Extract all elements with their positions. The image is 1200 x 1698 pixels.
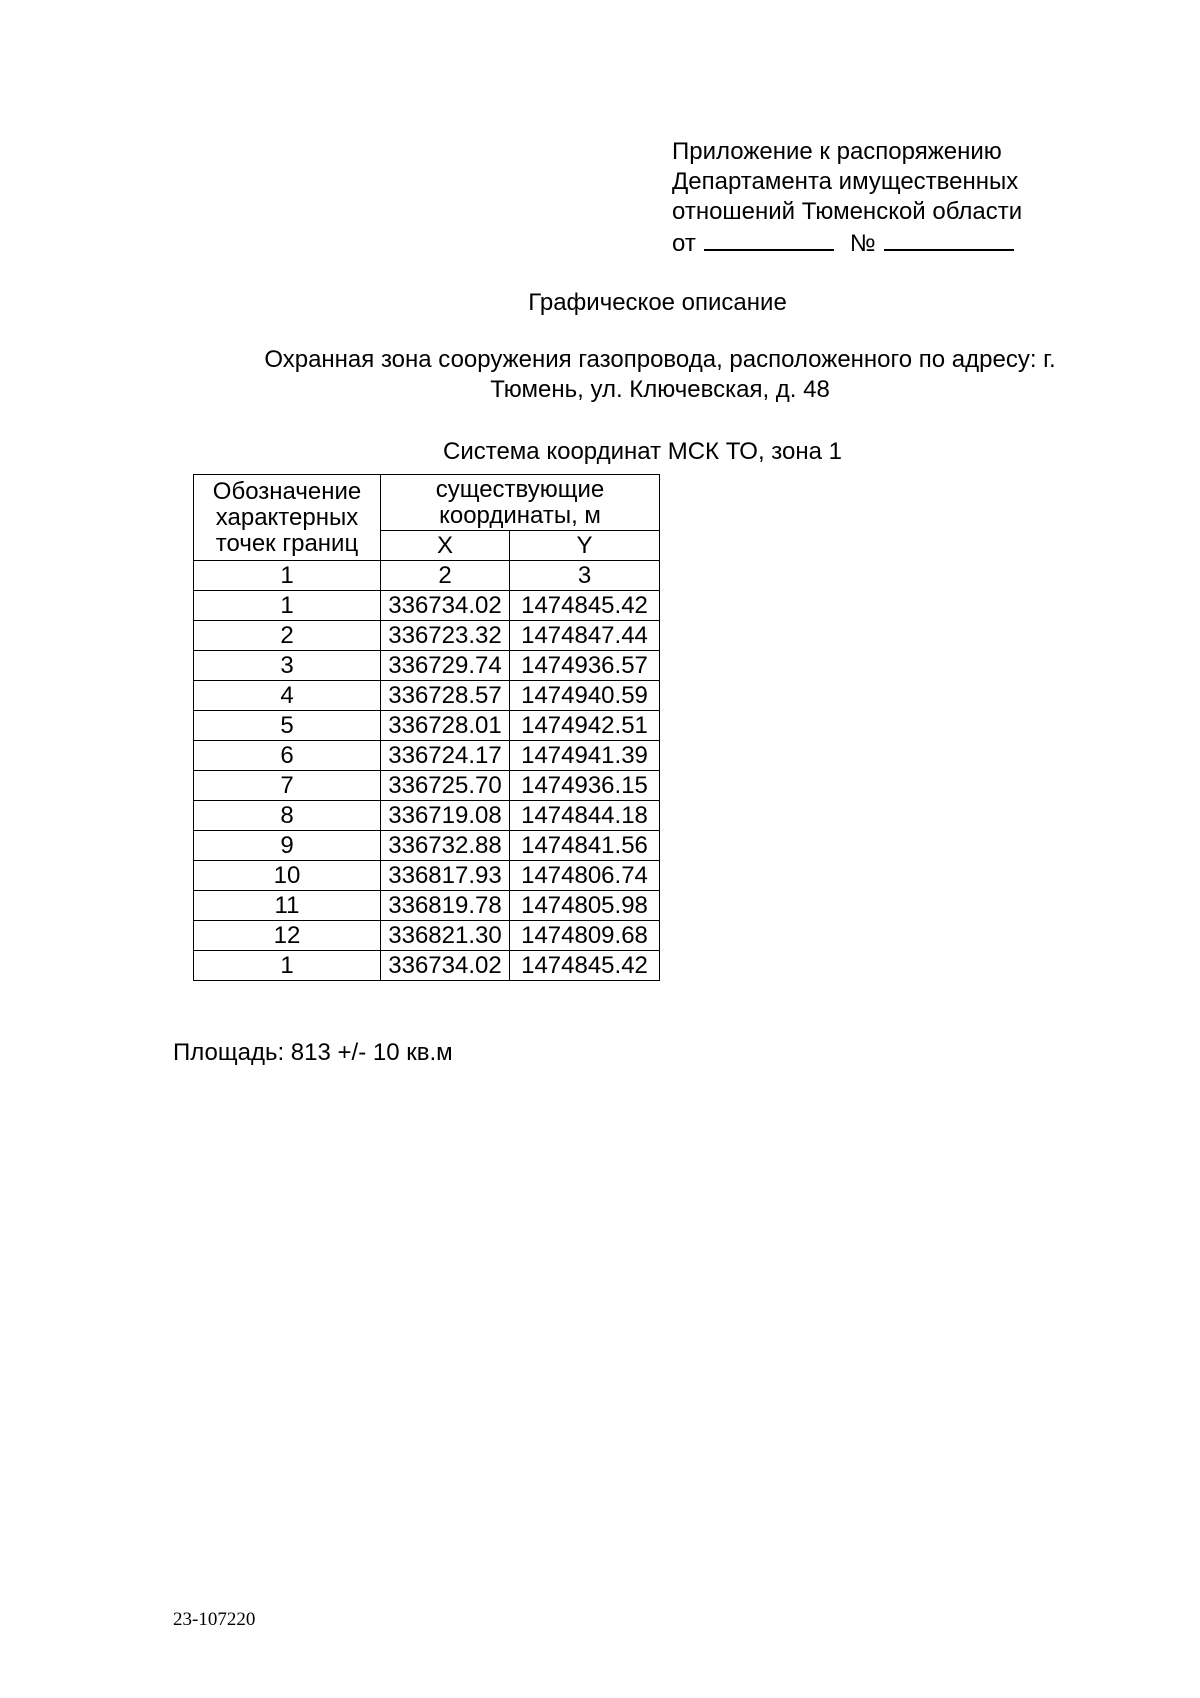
table-row (194, 711, 660, 741)
appendix-line-3: отношений Тюменской области (672, 198, 1023, 225)
y-cell: 1474940.59 (510, 681, 660, 711)
table-row (194, 591, 660, 621)
table-row (194, 651, 660, 681)
y-cell: 1474936.15 (510, 771, 660, 801)
y-cell: 1474841.56 (510, 831, 660, 861)
table-row (194, 951, 660, 981)
y-cell: 1474936.57 (510, 651, 660, 681)
number-blank (884, 227, 1014, 251)
x-cell: 336734.02 (381, 951, 510, 981)
y-cell: 1474847.44 (510, 621, 660, 651)
x-cell: 336729.74 (381, 651, 510, 681)
point-cell: 7 (194, 771, 381, 801)
x-cell: 336724.17 (381, 741, 510, 771)
x-cell: 336732.88 (381, 831, 510, 861)
y-cell: 1474941.39 (510, 741, 660, 771)
table-row (194, 621, 660, 651)
point-cell: 9 (194, 831, 381, 861)
date-blank (704, 227, 834, 251)
area-text: Площадь: 813 +/- 10 кв.м (173, 1039, 453, 1066)
point-cell: 10 (194, 861, 381, 891)
header-x: X (381, 531, 510, 561)
x-cell: 336817.93 (381, 861, 510, 891)
x-cell: 336719.08 (381, 801, 510, 831)
point-cell: 8 (194, 801, 381, 831)
point-cell: 3 (194, 651, 381, 681)
coordinate-system-label: Система координат МСК ТО, зона 1 (443, 438, 842, 465)
coordinates-table (193, 474, 660, 981)
y-cell: 1474844.18 (510, 801, 660, 831)
table-row (194, 741, 660, 771)
table-row (194, 921, 660, 951)
table-row (194, 861, 660, 891)
document-subject: Охранная зона сооружения газопровода, расположенного по адресу: г. Тюмень, ул. Ключевская, д. 48 (264, 346, 1056, 403)
y-cell: 1474942.51 (510, 711, 660, 741)
document-number: 23-107220 (173, 1609, 256, 1630)
y-cell: 1474845.42 (510, 591, 660, 621)
table-row (194, 681, 660, 711)
y-cell: 1474806.74 (510, 861, 660, 891)
point-cell: 2 (194, 621, 381, 651)
document-title: Графическое описание (528, 289, 787, 316)
appendix-date-number-line (672, 227, 1022, 259)
appendix-header (672, 137, 1022, 259)
index-cell: 2 (381, 561, 510, 591)
table-row (194, 801, 660, 831)
header-points: Обозначение характерных точек границ (194, 475, 381, 561)
index-cell: 3 (510, 561, 660, 591)
point-cell: 11 (194, 891, 381, 921)
point-cell: 1 (194, 591, 381, 621)
number-label: № (849, 230, 876, 257)
header-y: Y (510, 531, 660, 561)
x-cell: 336819.78 (381, 891, 510, 921)
table-row (194, 891, 660, 921)
point-cell: 5 (194, 711, 381, 741)
y-cell: 1474845.42 (510, 951, 660, 981)
table-row (194, 831, 660, 861)
point-cell: 12 (194, 921, 381, 951)
x-cell: 336734.02 (381, 591, 510, 621)
x-cell: 336728.01 (381, 711, 510, 741)
appendix-line-2: Департамента имущественных (672, 168, 1019, 195)
x-cell: 336725.70 (381, 771, 510, 801)
date-label: от (672, 230, 696, 257)
y-cell: 1474805.98 (510, 891, 660, 921)
point-cell: 1 (194, 951, 381, 981)
table-row (194, 771, 660, 801)
appendix-line-1: Приложение к распоряжению (672, 138, 1002, 165)
y-cell: 1474809.68 (510, 921, 660, 951)
index-row (194, 561, 660, 591)
point-cell: 6 (194, 741, 381, 771)
header-coords: существующие координаты, м (381, 475, 660, 531)
x-cell: 336821.30 (381, 921, 510, 951)
x-cell: 336728.57 (381, 681, 510, 711)
index-cell: 1 (194, 561, 381, 591)
point-cell: 4 (194, 681, 381, 711)
x-cell: 336723.32 (381, 621, 510, 651)
